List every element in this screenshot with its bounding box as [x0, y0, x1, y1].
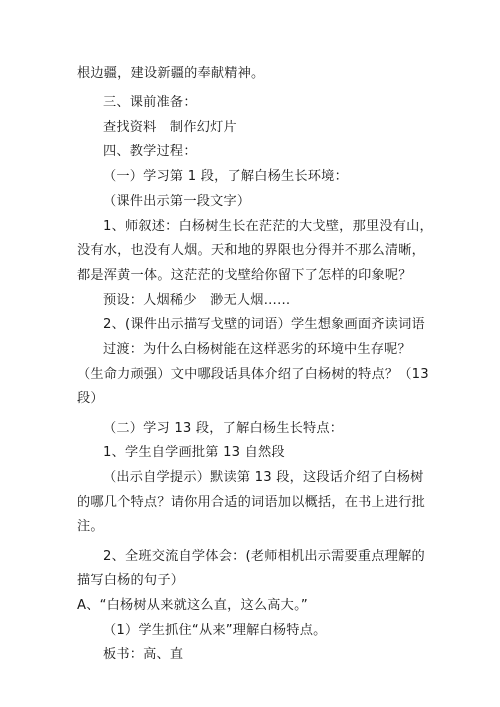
subsection-heading-2: （二）学习 13 段，了解白杨生长特点： — [103, 421, 344, 436]
subsection-heading-1: （一）学习第 1 段，了解白杨生长环境： — [103, 169, 348, 184]
paragraph-line: （出示自学提示）默读第 13 段，这段话介绍了白杨树 — [103, 470, 424, 485]
paragraph-line: （1）学生抓住“从来”理解白杨特点。 — [103, 623, 327, 638]
paragraph-line: 根边疆，建设新疆的奉献精神。 — [77, 66, 265, 81]
paragraph-line: 查找资料 制作幻灯片 — [103, 120, 237, 135]
paragraph-line: 的哪几个特点？请你用合适的词语加以概括，在书上进行批 — [77, 495, 426, 510]
quote-sentence-a: A、“白杨树从来就这么直，这么高大。” — [77, 598, 308, 613]
paragraph-line: 都是浑黄一体。这茫茫的戈壁给你留下了怎样的印象呢？ — [77, 268, 412, 283]
paragraph-line: 段） — [77, 391, 104, 406]
section-heading-process: 四、教学过程： — [103, 144, 197, 159]
paragraph-line: 描写白杨的句子） — [77, 573, 185, 588]
paragraph-line: （课件出示第一段文字） — [103, 194, 251, 209]
paragraph-line: （生命力顽强）文中哪段话具体介绍了白杨树的特点？（13 — [77, 367, 429, 382]
blackboard-note: 板书：高、直 — [103, 647, 184, 662]
paragraph-line: 注。 — [77, 519, 104, 534]
section-heading-preparation: 三、课前准备： — [103, 95, 197, 110]
paragraph-line: 2、(课件出示描写戈壁的词语）学生想象画面齐读词语 — [103, 317, 425, 332]
paragraph-line: 预设：人烟稀少 渺无人烟…… — [103, 293, 291, 308]
paragraph-line: 过渡：为什么白杨树能在这样恶劣的环境中生存呢？ — [103, 342, 411, 357]
paragraph-line: 1、师叙述：白杨树生长在茫茫的大戈壁，那里没有山， — [103, 219, 433, 234]
paragraph-line: 1、学生自学画批第 13 自然段 — [103, 445, 285, 460]
paragraph-line: 2、全班交流自学体会：(老师相机出示需要重点理解的 — [103, 549, 425, 564]
paragraph-line: 没有水，也没有人烟。天和地的界限也分得并不那么清晰， — [77, 243, 426, 258]
